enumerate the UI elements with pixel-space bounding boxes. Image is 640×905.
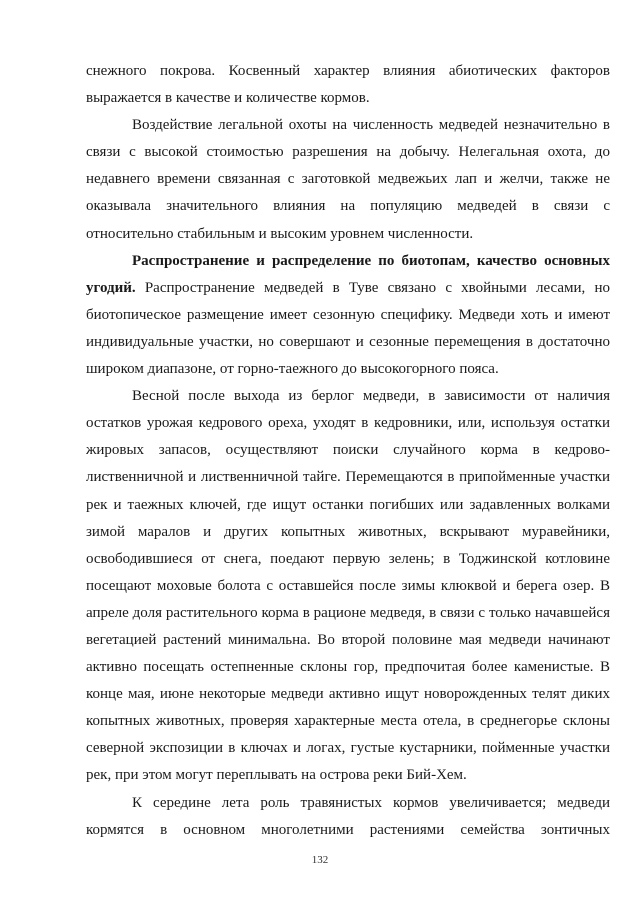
paragraph-2-text: Воздействие легальной охоты на численность медведей незначительно в связи с высокой стоимостью разрешения на добычу. Нелегальная охота, до недавнего времени связанная с заготовкой медвежьих лап и желчи, также не оказывала значительного влияния на популяцию медведей в связи с относительно стабильным и высоким уровнем численности. <box>86 117 610 242</box>
paragraph-3-text: Распространение медведей в Туве связано с хвойными лесами, но биотопическое размещение имеет сезонную специфику. Медведи хоть и имеют индивидуальные участки, но совершают и сезонные перемещения в достаточно широком диапазоне, от горно-таежного до высокогорного пояса. <box>86 279 610 378</box>
paragraph-1 <box>86 58 610 112</box>
body-text <box>86 58 610 844</box>
paragraph-4-text: Весной после выхода из берлог медведи, в зависимости от наличия остатков урожая кедрового ореха, уходят в кедровники, или, используя остатки жировых запасов, осуществляют поиски случайного корма в кедрово-лиственничной и лиственничной тайге. Перемещаются в припойменные участки рек и таежных ключей, где ищут останки погибших или задавленных волками зимой маралов и других копытных животных, вскрывают муравейники, освободившиеся от снега, поедают первую зелень; в Тоджинской котловине посещают моховые болота с оставшейся после зимы клюквой и берега озер. В апреле доля растительного корма в рационе медведя, в связи с только начавшейся вегетацией растений минимальна. Во второй половине мая медведи начинают активно посещать остепненные склоны гор, предпочитая более каменистые. В конце мая, июне некоторые медведи активно ищут новорожденных телят диких копытных животных, проверяя характерные места отела, в среднегорье склоны северной экспозиции в ключах и логах, густые кустарники, пойменные участки рек, при этом могут переплывать на острова реки Бий-Хем. <box>86 388 610 784</box>
section-heading: Распространение и распределение по биотопам, качество основных угодий. <box>86 252 610 296</box>
paragraph-3 <box>86 248 610 383</box>
paragraph-2 <box>86 112 610 247</box>
paragraph-1-text: снежного покрова. Косвенный характер влияния абиотических факторов выражается в качестве и количестве кормов. <box>86 63 610 107</box>
paragraph-4 <box>86 383 610 789</box>
page-number: 132 <box>311 854 329 866</box>
paragraph-5-text: К середине лета роль травянистых кормов увеличивается; медведи кормятся в основном многолетними растениями семейства зонтичных <box>86 794 610 838</box>
paragraph-5 <box>86 790 610 844</box>
